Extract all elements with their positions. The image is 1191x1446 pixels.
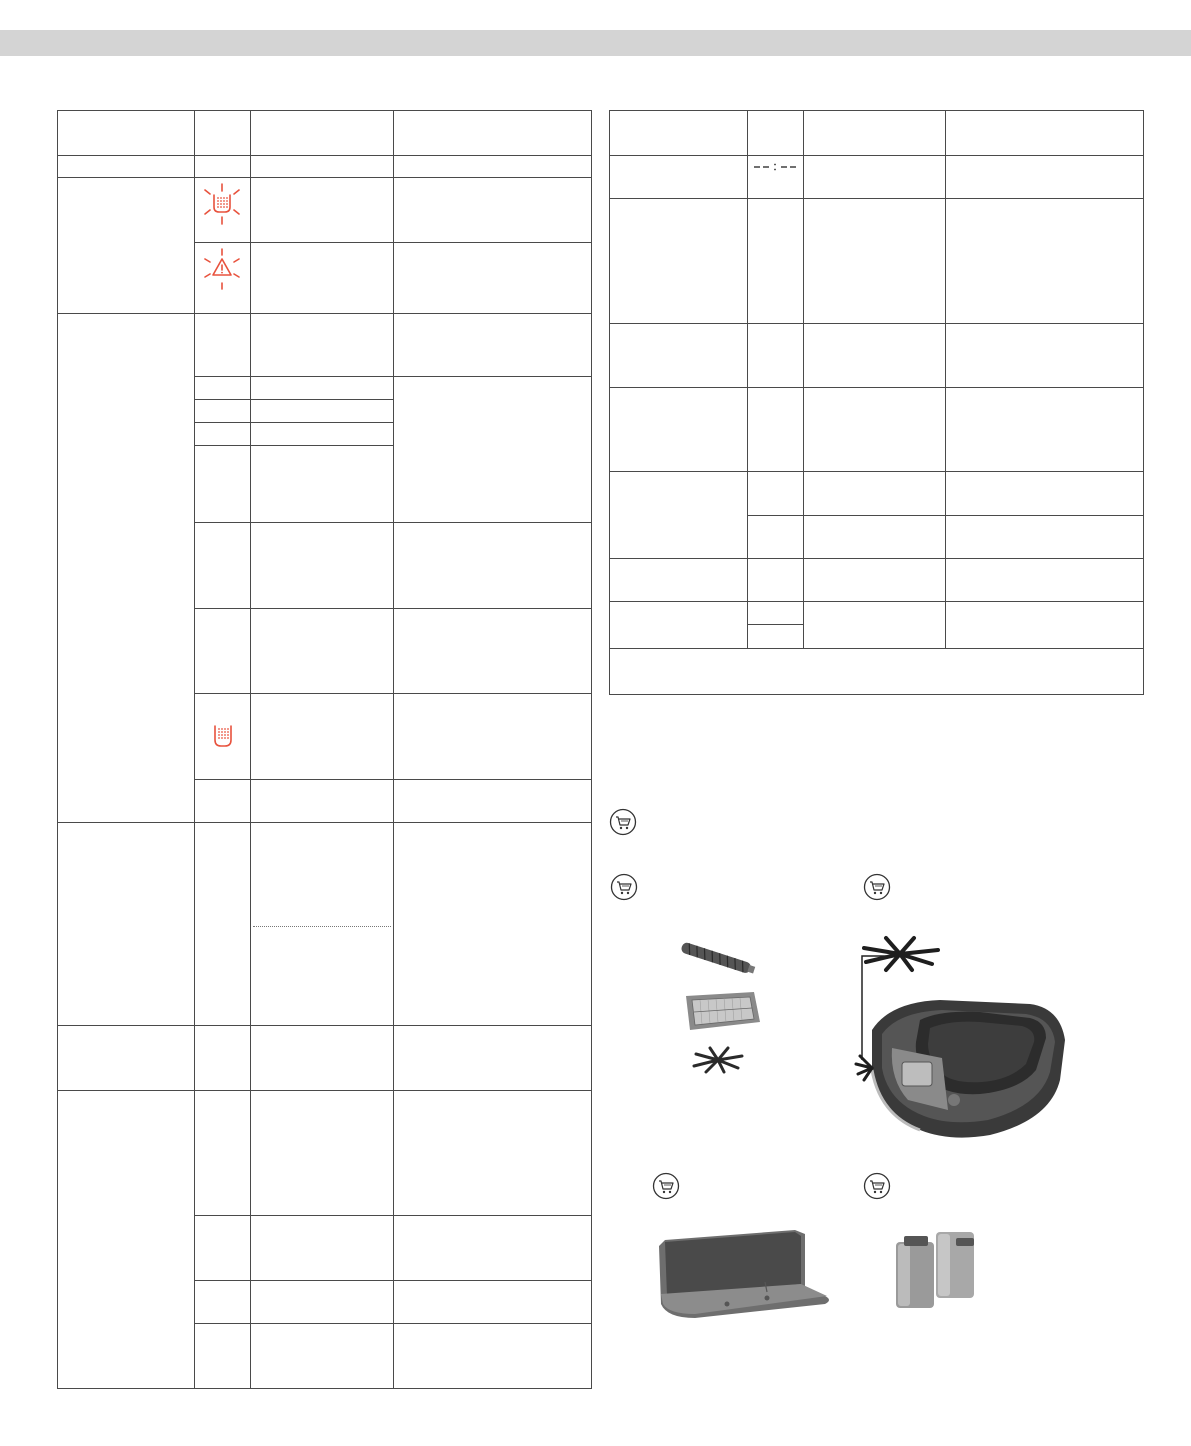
shopping-cart-icon xyxy=(610,873,638,901)
shopping-cart-icon xyxy=(652,1172,680,1200)
shopping-cart-icon xyxy=(863,873,891,901)
shopping-cart-icon xyxy=(863,1172,891,1200)
battery-packs-image xyxy=(890,1228,980,1312)
dashed-clock-display-icon xyxy=(752,160,798,174)
accessory-kit-image xyxy=(670,940,770,1080)
robot-vacuum-image xyxy=(850,930,1080,1145)
charging-base-image xyxy=(655,1222,835,1322)
shopping-cart-icon xyxy=(609,808,637,836)
